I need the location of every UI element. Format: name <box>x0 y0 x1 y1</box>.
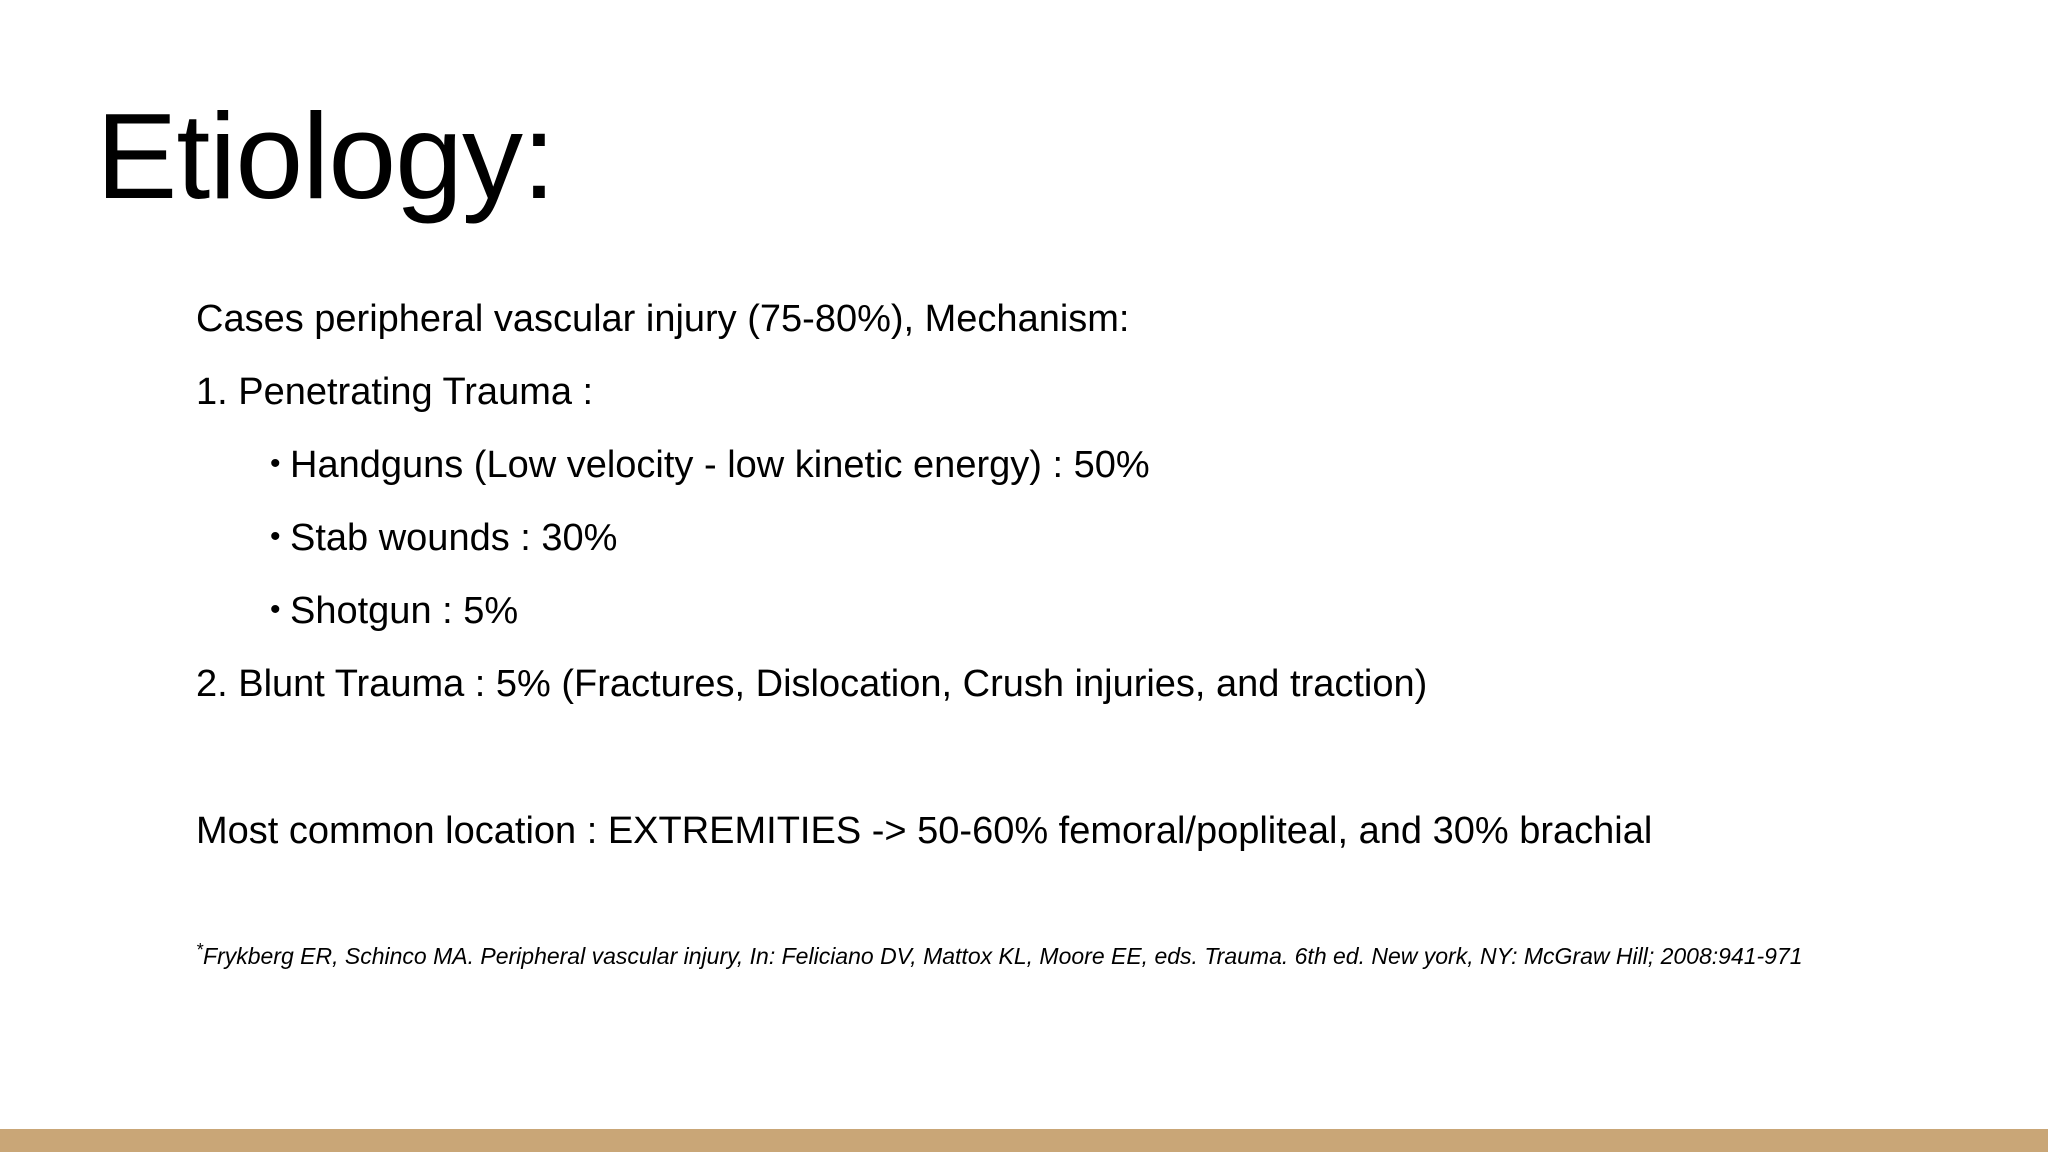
footnote-marker: * <box>196 940 204 960</box>
bullet-icon: • <box>270 593 281 626</box>
bullet-text: Handguns (Low velocity - low kinetic energy) : 50% <box>290 444 1150 486</box>
bullet-item-handguns <box>270 446 1150 484</box>
bullet-text: Shotgun : 5% <box>290 590 519 632</box>
accent-bottom-band <box>0 1129 2048 1152</box>
bullet-icon: • <box>270 447 281 480</box>
location-text: Most common location : EXTREMITIES -> 50-60% femoral/popliteal, and 30% brachial <box>196 810 1653 852</box>
list-item-blunt-trauma: 2. Blunt Trauma : 5% (Fractures, Dislocation, Crush injuries, and traction) <box>196 663 1428 705</box>
intro-text: Cases peripheral vascular injury (75-80%), Mechanism: <box>196 298 1130 340</box>
slide-title: Etiology: <box>96 88 555 224</box>
bullet-item-stab-wounds <box>270 519 617 557</box>
list-item-penetrating-trauma: 1. Penetrating Trauma : <box>196 371 594 413</box>
bullet-item-shotgun <box>270 592 518 630</box>
bullet-text: Stab wounds : 30% <box>290 517 618 559</box>
footnote-citation <box>196 940 1803 970</box>
footnote-text: Frykberg ER, Schinco MA. Peripheral vascular injury, In: Feliciano DV, Mattox KL, Moore EE, eds. Trauma. 6th ed. New york, NY: McGraw Hill; 2008:941-971 <box>203 943 1803 969</box>
bullet-icon: • <box>270 520 281 553</box>
